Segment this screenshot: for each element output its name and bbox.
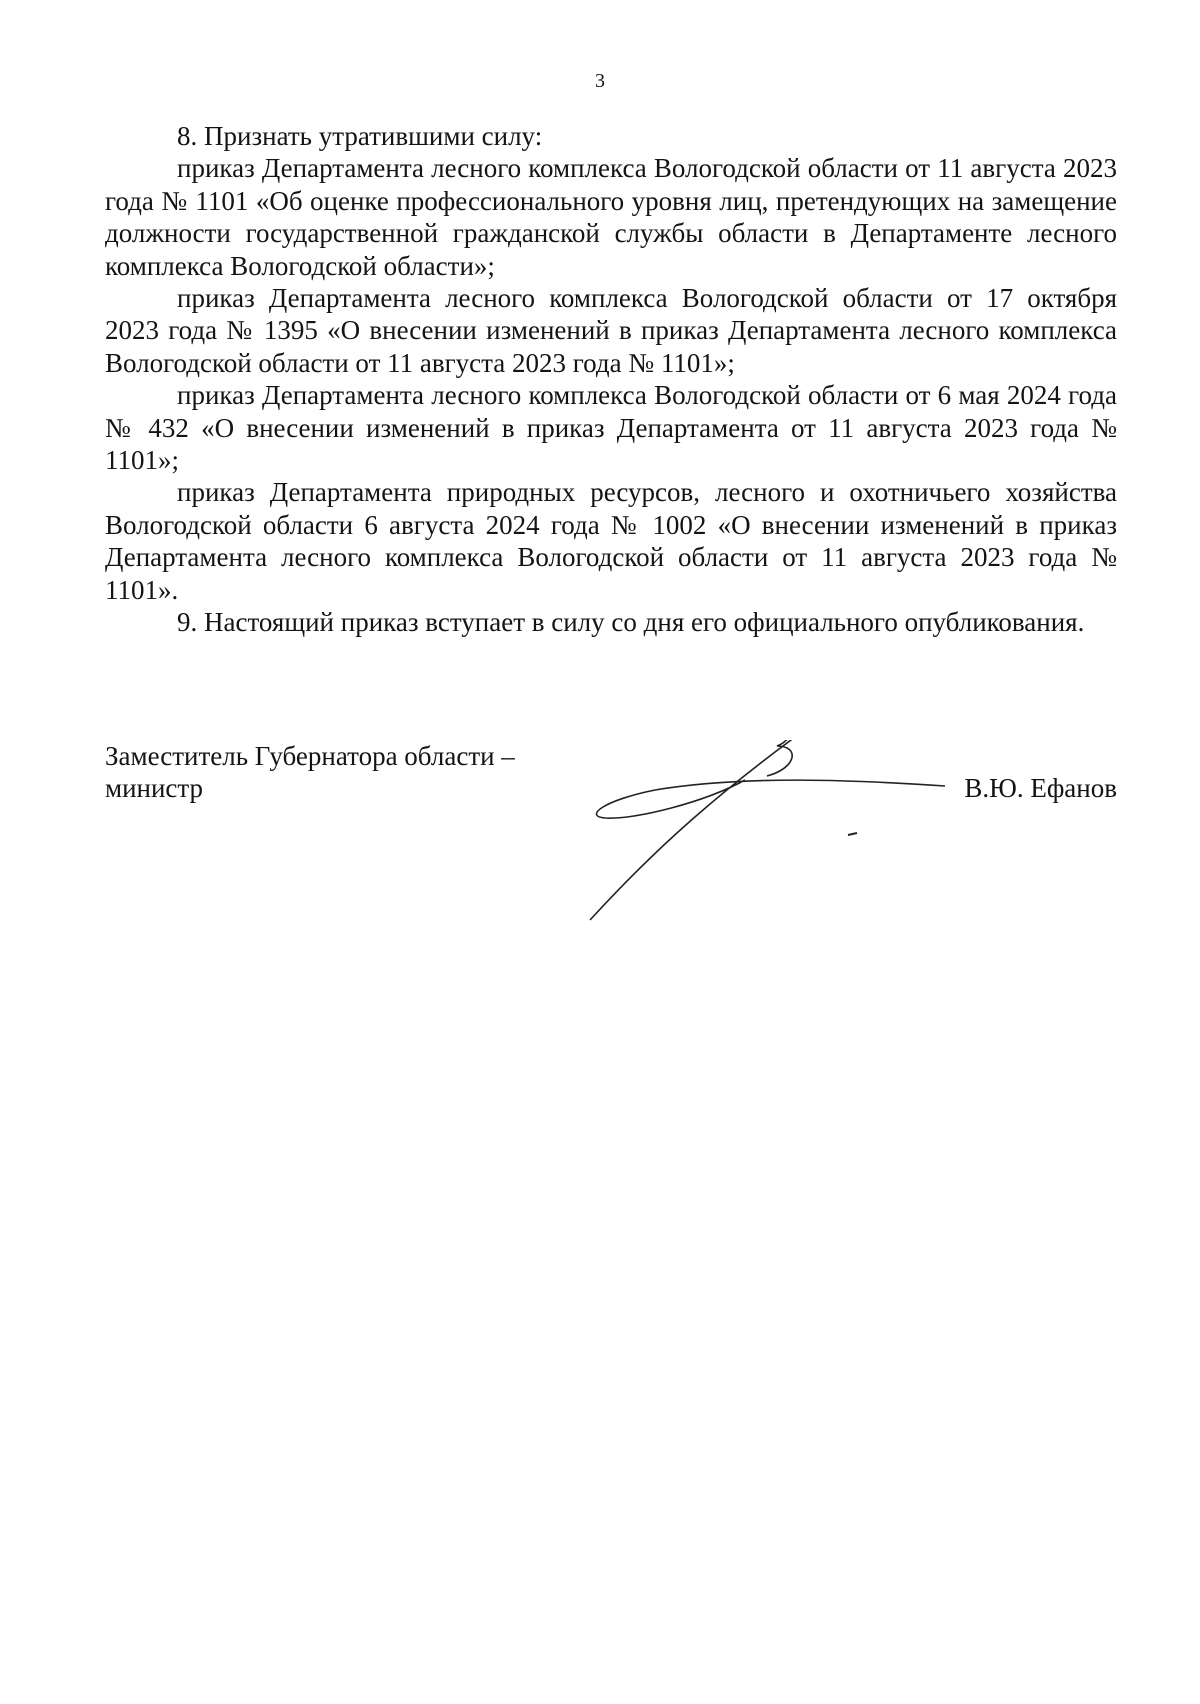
page-number: 3: [595, 70, 605, 92]
document-body: [105, 120, 1117, 639]
paragraph-order-1101: приказ Департамента лесного комплекса Вологодской области от 11 августа 2023 года № 1101 «Об оценке профессионального уровня лиц, претендующих на замещение должности государственной гражданской службы области в Департаменте лесного комплекса Вологодской области»;: [105, 153, 1117, 281]
signature-block: [105, 740, 1117, 940]
paragraph-order-432: приказ Департамента лесного комплекса Вологодской области от 6 мая 2024 года № 432 «О внесении изменений в приказ Департамента от 11 августа 2023 года № 1101»;: [105, 380, 1117, 476]
signatory-position-line2: министр: [105, 773, 204, 803]
signatory-name: В.Ю. Ефанов: [964, 773, 1117, 803]
paragraph-order-1395: приказ Департамента лесного комплекса Вологодской области от 17 октября 2023 года № 1395 «О внесении изменений в приказ Департамента лесного комплекса Вологодской области от 11 августа 2023 года № 1101»;: [105, 283, 1117, 378]
paragraph-8-heading: 8. Признать утратившими силу:: [177, 121, 543, 151]
paragraph-9: 9. Настоящий приказ вступает в силу со дня его официального опубликования.: [177, 607, 1085, 638]
paragraph-order-1002: приказ Департамента природных ресурсов, лесного и охотничьего хозяйства Вологодской области 6 августа 2024 года № 1002 «О внесении изменений в приказ Департамента лесного комплекса Вологодской области от 11 августа 2023 года № 1101».: [105, 477, 1117, 605]
signatory-position-line1: Заместитель Губернатора области –: [105, 741, 515, 771]
signatory-position: [105, 740, 515, 804]
